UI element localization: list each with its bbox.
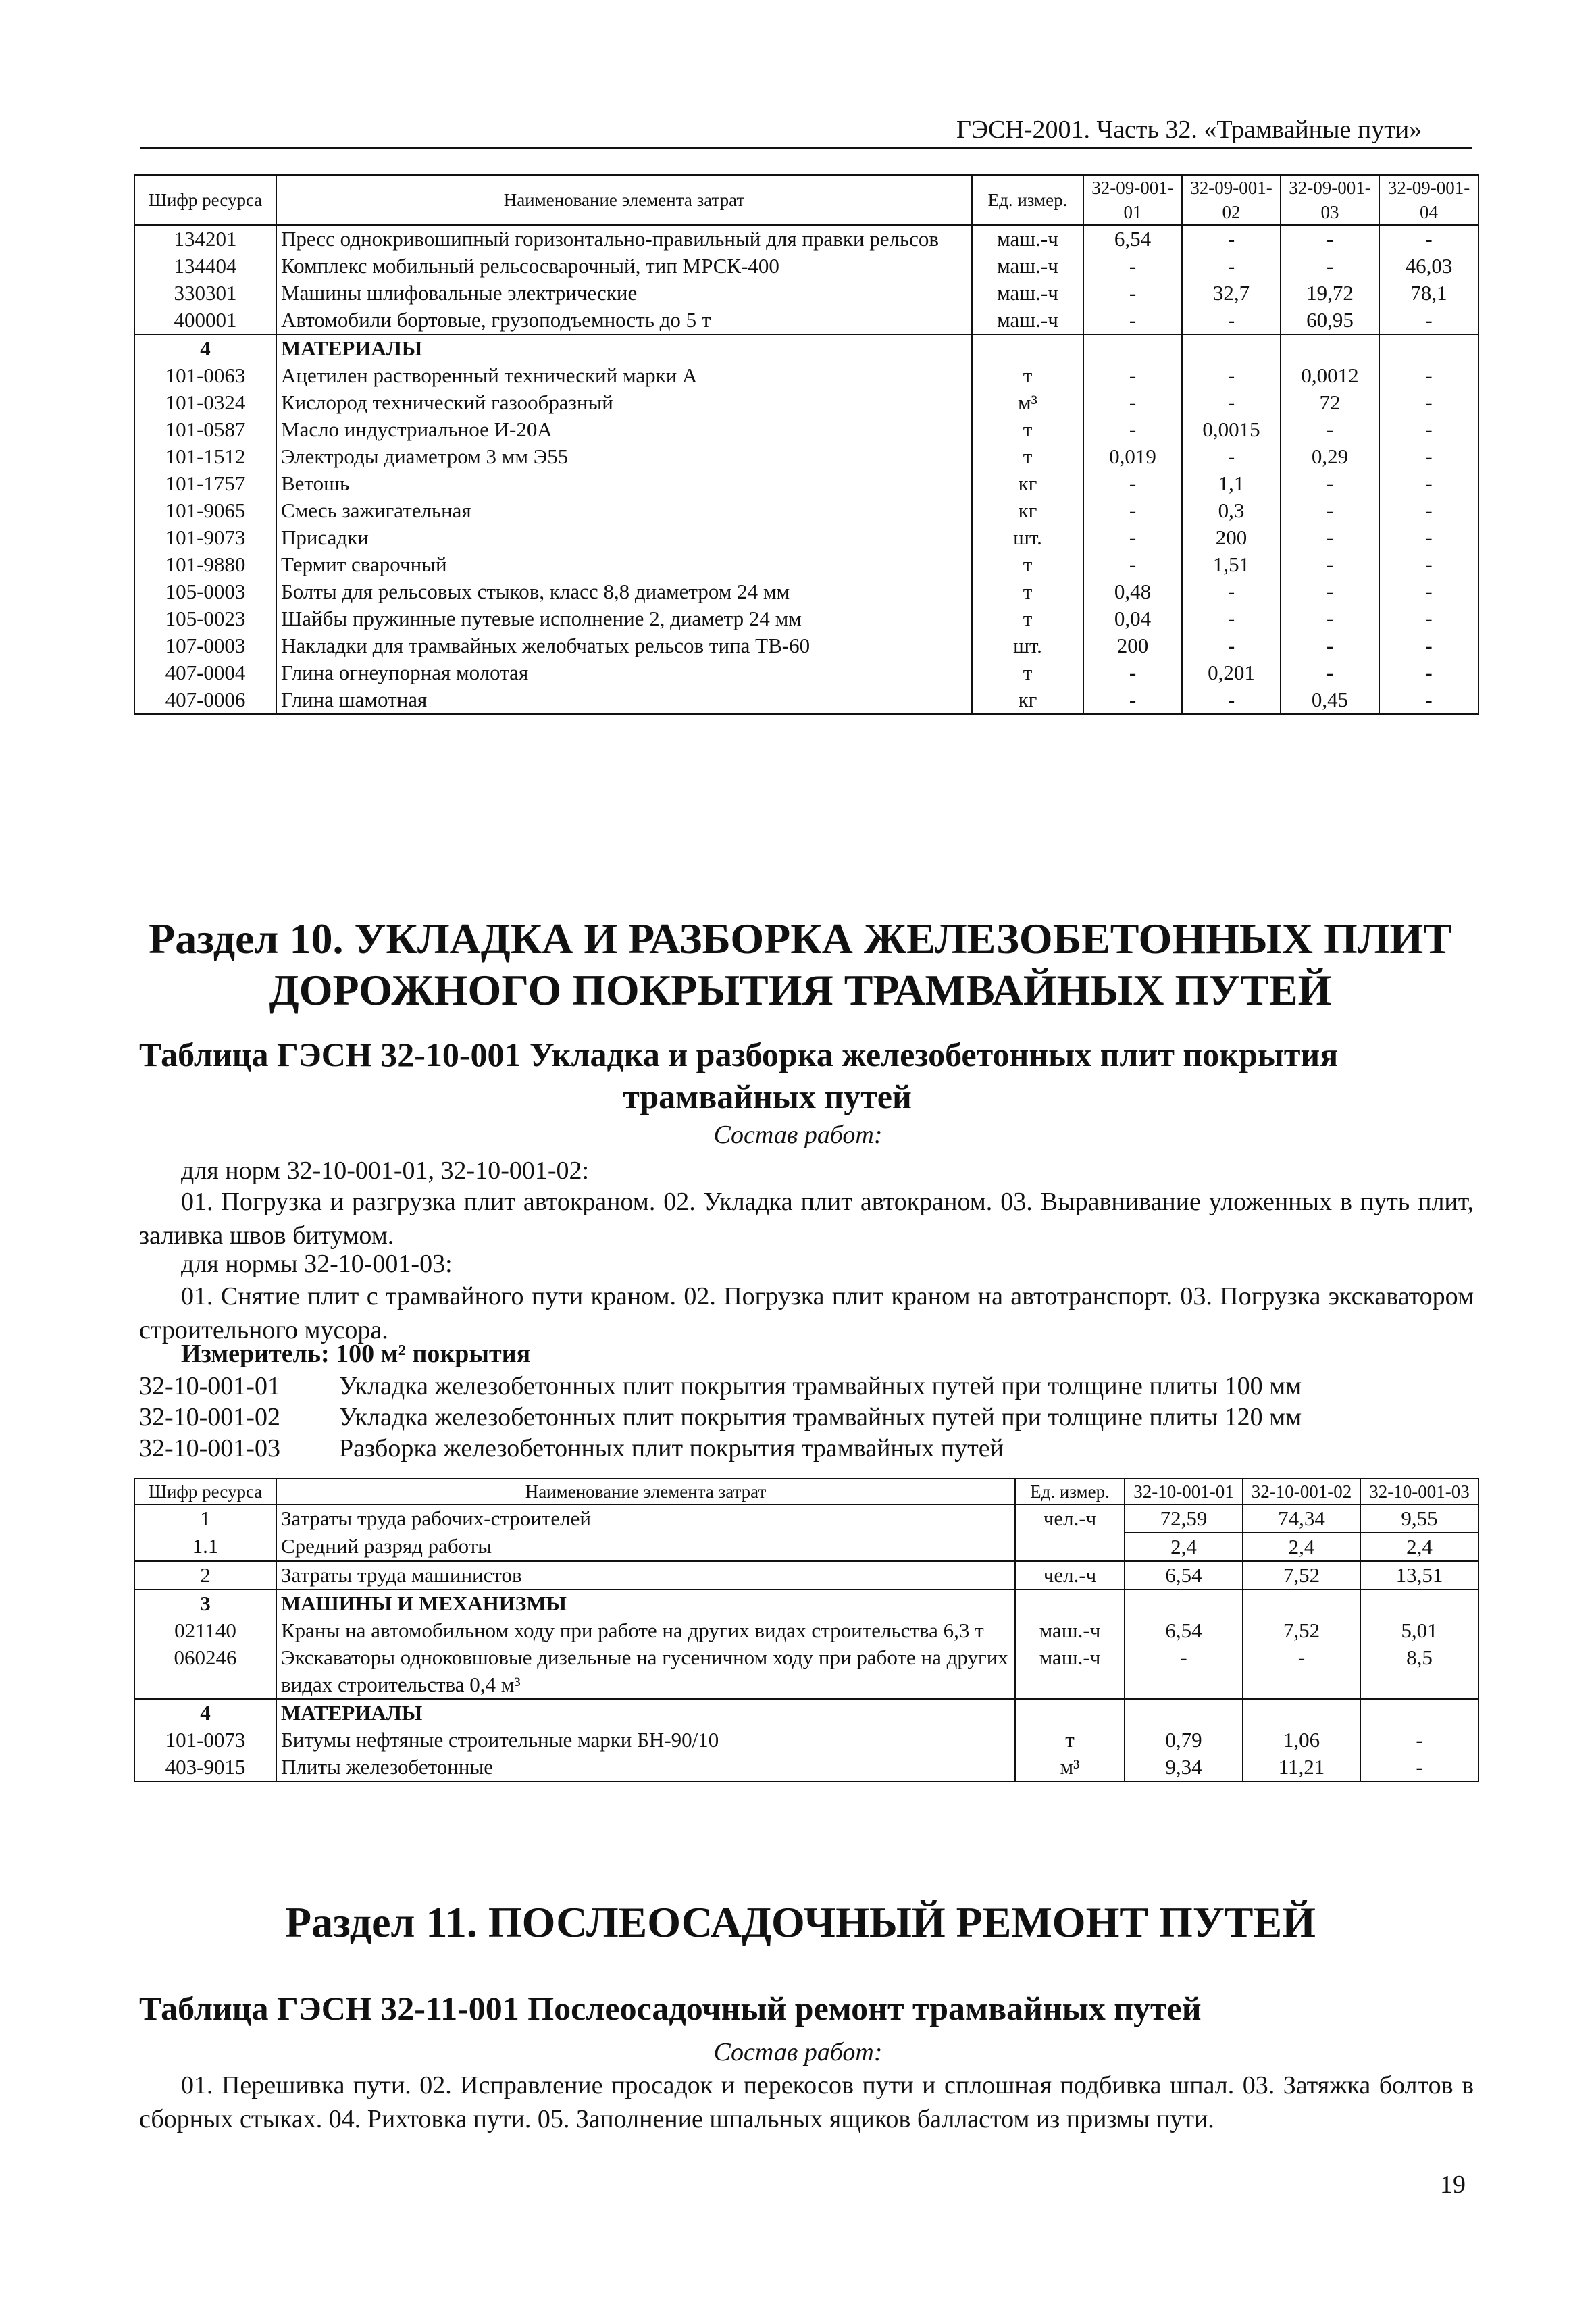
resource-name: Шайбы пружинные путевые исполнение 2, диаметр 24 мм <box>276 605 972 632</box>
value: 1,1 <box>1182 470 1281 497</box>
table-row <box>134 1617 1478 1644</box>
value: - <box>1182 307 1281 334</box>
resource-code: 101-1512 <box>134 443 276 470</box>
table-title-line: трамвайных путей <box>623 1077 912 1115</box>
table-32-10-001-title <box>139 1034 1476 1117</box>
value: 0,79 <box>1125 1727 1243 1754</box>
value: - <box>1182 225 1281 253</box>
value: - <box>1379 307 1478 334</box>
section-title-line: ДОРОЖНОГО ПОКРЫТИЯ ТРАМВАЙНЫХ ПУТЕЙ <box>269 966 1332 1014</box>
value: 0,0015 <box>1182 416 1281 443</box>
resource-name: Термит сварочный <box>276 551 972 578</box>
value: 6,54 <box>1083 225 1182 253</box>
value: - <box>1281 605 1379 632</box>
unit: кг <box>972 470 1083 497</box>
table-row <box>134 1504 1478 1533</box>
table-row <box>134 253 1478 280</box>
value: 0,29 <box>1281 443 1379 470</box>
resource-name: Смесь зажигательная <box>276 497 972 524</box>
unit: т <box>972 443 1083 470</box>
value: - <box>1281 659 1379 686</box>
section-11-title: Раздел 11. ПОСЛЕОСАДОЧНЫЙ РЕМОНТ ПУТЕЙ <box>285 1898 1316 1946</box>
value: - <box>1083 416 1182 443</box>
value: - <box>1281 253 1379 280</box>
resource-name: Машины шлифовальные электрические <box>276 280 972 307</box>
header-cell: 32-10-001-01 <box>1125 1479 1243 1504</box>
resource-name: Затраты труда рабочих-строителей <box>276 1504 1015 1533</box>
norm-list-item <box>139 1402 1302 1432</box>
resource-name: Автомобили бортовые, грузоподъемность до 5 т <box>276 307 972 334</box>
value: - <box>1125 1644 1243 1699</box>
resource-code: 1.1 <box>134 1533 276 1561</box>
unit: маш.-ч <box>1015 1617 1125 1644</box>
header-cell: 32-10-001-03 <box>1360 1479 1478 1504</box>
value: - <box>1243 1644 1360 1699</box>
value: - <box>1379 443 1478 470</box>
resource-code: 101-0587 <box>134 416 276 443</box>
value: 0,0012 <box>1281 362 1379 389</box>
unit: маш.-ч <box>972 280 1083 307</box>
resource-code: 2 <box>134 1561 276 1590</box>
resource-code: 105-0023 <box>134 605 276 632</box>
value: 0,019 <box>1083 443 1182 470</box>
norm-text: Укладка железобетонных плит покрытия трамвайных путей при толщине плиты 100 мм <box>339 1372 1302 1400</box>
norm-text: Укладка железобетонных плит покрытия трамвайных путей при толщине плиты 120 мм <box>339 1403 1302 1431</box>
value: - <box>1379 362 1478 389</box>
value: 7,52 <box>1243 1617 1360 1644</box>
section-code: 4 <box>134 334 276 362</box>
resource-code: 330301 <box>134 280 276 307</box>
table-row <box>134 1727 1478 1754</box>
resource-name: Затраты труда машинистов <box>276 1561 1015 1590</box>
resource-code: 134201 <box>134 225 276 253</box>
value: - <box>1360 1754 1478 1781</box>
value: 8,5 <box>1360 1644 1478 1699</box>
value: - <box>1083 551 1182 578</box>
running-header: ГЭСН-2001. Часть 32. «Трамвайные пути» <box>956 116 1422 144</box>
value: 46,03 <box>1379 253 1478 280</box>
header-cell: Наименование элемента затрат <box>276 1479 1015 1504</box>
value: 2,4 <box>1243 1533 1360 1561</box>
value: - <box>1182 362 1281 389</box>
works-paragraph: 01. Снятие плит с трамвайного пути краном. 02. Погрузка плит краном на автотранспорт. 03. Погрузка экскаватором строительного мусора. <box>139 1282 1474 1344</box>
value: - <box>1281 551 1379 578</box>
header-cell: Шифр ресурса <box>134 1479 276 1504</box>
header-cell: Наименование элемента затрат <box>276 175 972 225</box>
value: 200 <box>1083 632 1182 659</box>
section-label: МАТЕРИАЛЫ <box>276 1699 1015 1727</box>
section-code: 3 <box>134 1590 276 1617</box>
header-cell: Шифр ресурса <box>134 175 276 225</box>
section-label: МАТЕРИАЛЫ <box>276 334 972 362</box>
resource-code: 101-0073 <box>134 1727 276 1754</box>
resource-name: Накладки для трамвайных желобчатых рельсов типа ТВ-60 <box>276 632 972 659</box>
value: - <box>1083 362 1182 389</box>
value: 0,201 <box>1182 659 1281 686</box>
value: 200 <box>1182 524 1281 551</box>
resource-name: Плиты железобетонные <box>276 1754 1015 1781</box>
section-row-machines <box>134 1590 1478 1617</box>
table-row <box>134 225 1478 253</box>
value: 5,01 <box>1360 1617 1478 1644</box>
value: - <box>1281 524 1379 551</box>
value: - <box>1281 470 1379 497</box>
table-row <box>134 632 1478 659</box>
composition-label: Состав работ: <box>713 1121 883 1149</box>
table-row <box>134 389 1478 416</box>
header-cell: 32-09-001-03 <box>1281 175 1379 225</box>
value: - <box>1379 659 1478 686</box>
table-row <box>134 416 1478 443</box>
resource-name: Комплекс мобильный рельсосварочный, тип МРСК-400 <box>276 253 972 280</box>
value: - <box>1083 470 1182 497</box>
resource-code: 101-0063 <box>134 362 276 389</box>
resource-name: Присадки <box>276 524 972 551</box>
value: 1,51 <box>1182 551 1281 578</box>
resource-name: Масло индустриальное И-20А <box>276 416 972 443</box>
measure-unit: Измеритель: 100 м² покрытия <box>181 1340 531 1368</box>
value: - <box>1083 307 1182 334</box>
value: - <box>1182 632 1281 659</box>
value: - <box>1379 605 1478 632</box>
table-row <box>134 1561 1478 1590</box>
resource-code: 101-9880 <box>134 551 276 578</box>
table-row <box>134 686 1478 714</box>
value: 0,3 <box>1182 497 1281 524</box>
value: - <box>1360 1727 1478 1754</box>
norm-list-item <box>139 1371 1302 1401</box>
norm-code: 32-10-001-03 <box>139 1434 280 1463</box>
resource-code: 407-0006 <box>134 686 276 714</box>
value: 0,04 <box>1083 605 1182 632</box>
value: - <box>1083 686 1182 714</box>
value: - <box>1379 497 1478 524</box>
norm-text: Разборка железобетонных плит покрытия трамвайных путей <box>339 1434 1004 1463</box>
section-row-materials <box>134 1699 1478 1727</box>
table-row <box>134 497 1478 524</box>
value: - <box>1379 551 1478 578</box>
table-row <box>134 470 1478 497</box>
header-cell: 32-10-001-02 <box>1243 1479 1360 1504</box>
header-rule <box>140 147 1472 149</box>
table-row <box>134 307 1478 334</box>
value: 6,54 <box>1125 1561 1243 1590</box>
value: 0,45 <box>1281 686 1379 714</box>
norms-caption: для нормы 32-10-001-03: <box>181 1250 453 1278</box>
value: - <box>1182 253 1281 280</box>
value: - <box>1281 632 1379 659</box>
unit: т <box>1015 1727 1125 1754</box>
table-header-row <box>134 1479 1478 1504</box>
resource-code: 101-9073 <box>134 524 276 551</box>
value: - <box>1379 578 1478 605</box>
header-cell: Ед. измер. <box>972 175 1083 225</box>
value: - <box>1281 497 1379 524</box>
page-number: 19 <box>1440 2170 1466 2199</box>
unit: чел.-ч <box>1015 1504 1125 1533</box>
resource-name: Краны на автомобильном ходу при работе на других видах строительства 6,3 т <box>276 1617 1015 1644</box>
unit: м³ <box>972 389 1083 416</box>
value: 1,06 <box>1243 1727 1360 1754</box>
header-cell: 32-09-001-01 <box>1083 175 1182 225</box>
norm-list-item <box>139 1433 1004 1463</box>
value: - <box>1083 253 1182 280</box>
value: - <box>1083 659 1182 686</box>
value: - <box>1083 524 1182 551</box>
value: 78,1 <box>1379 280 1478 307</box>
resource-name: Кислород технический газообразный <box>276 389 972 416</box>
unit: шт. <box>972 632 1083 659</box>
value: 74,34 <box>1243 1504 1360 1533</box>
table-row <box>134 578 1478 605</box>
header-cell: 32-09-001-02 <box>1182 175 1281 225</box>
table-row <box>134 362 1478 389</box>
norm-code: 32-10-001-02 <box>139 1403 280 1431</box>
value: - <box>1379 632 1478 659</box>
works-paragraph: 01. Перешивка пути. 02. Исправление просадок и перекосов пути и сплошная подбивка шпал. 03. Затяжка болтов в сборных стыках. 04. Рихтовка пути. 05. Заполнение шпальных ящиков балластом из призмы пути. <box>139 2071 1474 2133</box>
unit: шт. <box>972 524 1083 551</box>
resource-code: 403-9015 <box>134 1754 276 1781</box>
unit: т <box>972 551 1083 578</box>
resource-code: 407-0004 <box>134 659 276 686</box>
resource-code: 060246 <box>134 1644 276 1699</box>
resource-name: Электроды диаметром 3 мм Э55 <box>276 443 972 470</box>
section-10-title <box>122 913 1479 1016</box>
section-label: МАШИНЫ И МЕХАНИЗМЫ <box>276 1590 1015 1617</box>
unit: т <box>972 659 1083 686</box>
value: 0,48 <box>1083 578 1182 605</box>
value: 9,34 <box>1125 1754 1243 1781</box>
table-row <box>134 280 1478 307</box>
value: 11,21 <box>1243 1754 1360 1781</box>
unit: кг <box>972 497 1083 524</box>
value: - <box>1083 497 1182 524</box>
section-code: 4 <box>134 1699 276 1727</box>
value: 9,55 <box>1360 1504 1478 1533</box>
resource-code: 105-0003 <box>134 578 276 605</box>
resource-code: 101-0324 <box>134 389 276 416</box>
unit: маш.-ч <box>972 253 1083 280</box>
composition-label: Состав работ: <box>713 2038 883 2066</box>
resource-code: 1 <box>134 1504 276 1533</box>
value: - <box>1281 416 1379 443</box>
value: - <box>1281 578 1379 605</box>
unit: т <box>972 578 1083 605</box>
value: 13,51 <box>1360 1561 1478 1590</box>
resource-code: 134404 <box>134 253 276 280</box>
header-cell: Ед. измер. <box>1015 1479 1125 1504</box>
value: - <box>1379 416 1478 443</box>
unit: чел.-ч <box>1015 1561 1125 1590</box>
unit: кг <box>972 686 1083 714</box>
resource-name: Средний разряд работы <box>276 1533 1015 1561</box>
value: - <box>1182 686 1281 714</box>
norm-code: 32-10-001-01 <box>139 1372 280 1400</box>
resource-name: Глина шамотная <box>276 686 972 714</box>
table-row <box>134 1533 1478 1561</box>
unit: маш.-ч <box>972 307 1083 334</box>
resource-name: Битумы нефтяные строительные марки БН-90/10 <box>276 1727 1015 1754</box>
value: 7,52 <box>1243 1561 1360 1590</box>
unit: т <box>972 605 1083 632</box>
table-title-line: Таблица ГЭСН 32-10-001 Укладка и разборка железобетонных плит покрытия <box>139 1036 1339 1073</box>
section-row-materials <box>134 334 1478 362</box>
table-32-11-001-title: Таблица ГЭСН 32-11-001 Послеосадочный ремонт трамвайных путей <box>139 1989 1202 2027</box>
resource-name: Болты для рельсовых стыков, класс 8,8 диаметром 24 мм <box>276 578 972 605</box>
unit: т <box>972 416 1083 443</box>
unit: маш.-ч <box>1015 1644 1125 1699</box>
value: - <box>1182 443 1281 470</box>
value: 2,4 <box>1360 1533 1478 1561</box>
value: - <box>1182 605 1281 632</box>
value: 72,59 <box>1125 1504 1243 1533</box>
value: - <box>1379 686 1478 714</box>
resource-name: Экскаваторы одноковшовые дизельные на гусеничном ходу при работе на других видах строительства 0,4 м³ <box>276 1644 1015 1699</box>
value: - <box>1379 389 1478 416</box>
table-row <box>134 605 1478 632</box>
value: - <box>1379 524 1478 551</box>
value: 6,54 <box>1125 1617 1243 1644</box>
value: - <box>1083 280 1182 307</box>
table-row <box>134 443 1478 470</box>
resource-code: 107-0003 <box>134 632 276 659</box>
table-row <box>134 551 1478 578</box>
resource-table-32-10-001 <box>134 1478 1479 1782</box>
value: 32,7 <box>1182 280 1281 307</box>
value: - <box>1083 389 1182 416</box>
value: 60,95 <box>1281 307 1379 334</box>
resource-code: 400001 <box>134 307 276 334</box>
resource-name: Пресс однокривошипный горизонтально-правильный для правки рельсов <box>276 225 972 253</box>
norms-caption: для норм 32-10-001-01, 32-10-001-02: <box>181 1156 590 1185</box>
value: - <box>1379 225 1478 253</box>
value: - <box>1182 578 1281 605</box>
resource-code: 101-9065 <box>134 497 276 524</box>
table-row <box>134 524 1478 551</box>
unit <box>1015 1533 1125 1561</box>
value: - <box>1182 389 1281 416</box>
value: 72 <box>1281 389 1379 416</box>
value: - <box>1379 470 1478 497</box>
header-cell: 32-09-001-04 <box>1379 175 1478 225</box>
resource-table-32-09 <box>134 174 1479 715</box>
resource-code: 101-1757 <box>134 470 276 497</box>
unit: м³ <box>1015 1754 1125 1781</box>
unit: т <box>972 362 1083 389</box>
resource-name: Ветошь <box>276 470 972 497</box>
table-row <box>134 1754 1478 1781</box>
table-row <box>134 659 1478 686</box>
resource-code: 021140 <box>134 1617 276 1644</box>
table-row <box>134 1644 1478 1699</box>
value: 2,4 <box>1125 1533 1243 1561</box>
table-header-row <box>134 175 1478 225</box>
value: - <box>1281 225 1379 253</box>
unit: маш.-ч <box>972 225 1083 253</box>
resource-name: Глина огнеупорная молотая <box>276 659 972 686</box>
section-title-line: Раздел 10. УКЛАДКА И РАЗБОРКА ЖЕЛЕЗОБЕТОННЫХ ПЛИТ <box>149 915 1452 963</box>
value: 19,72 <box>1281 280 1379 307</box>
works-paragraph: 01. Погрузка и разгрузка плит автокраном. 02. Укладка плит автокраном. 03. Выравнивание уложенных в путь плит, заливка швов битумом. <box>139 1188 1474 1250</box>
resource-name: Ацетилен растворенный технический марки А <box>276 362 972 389</box>
